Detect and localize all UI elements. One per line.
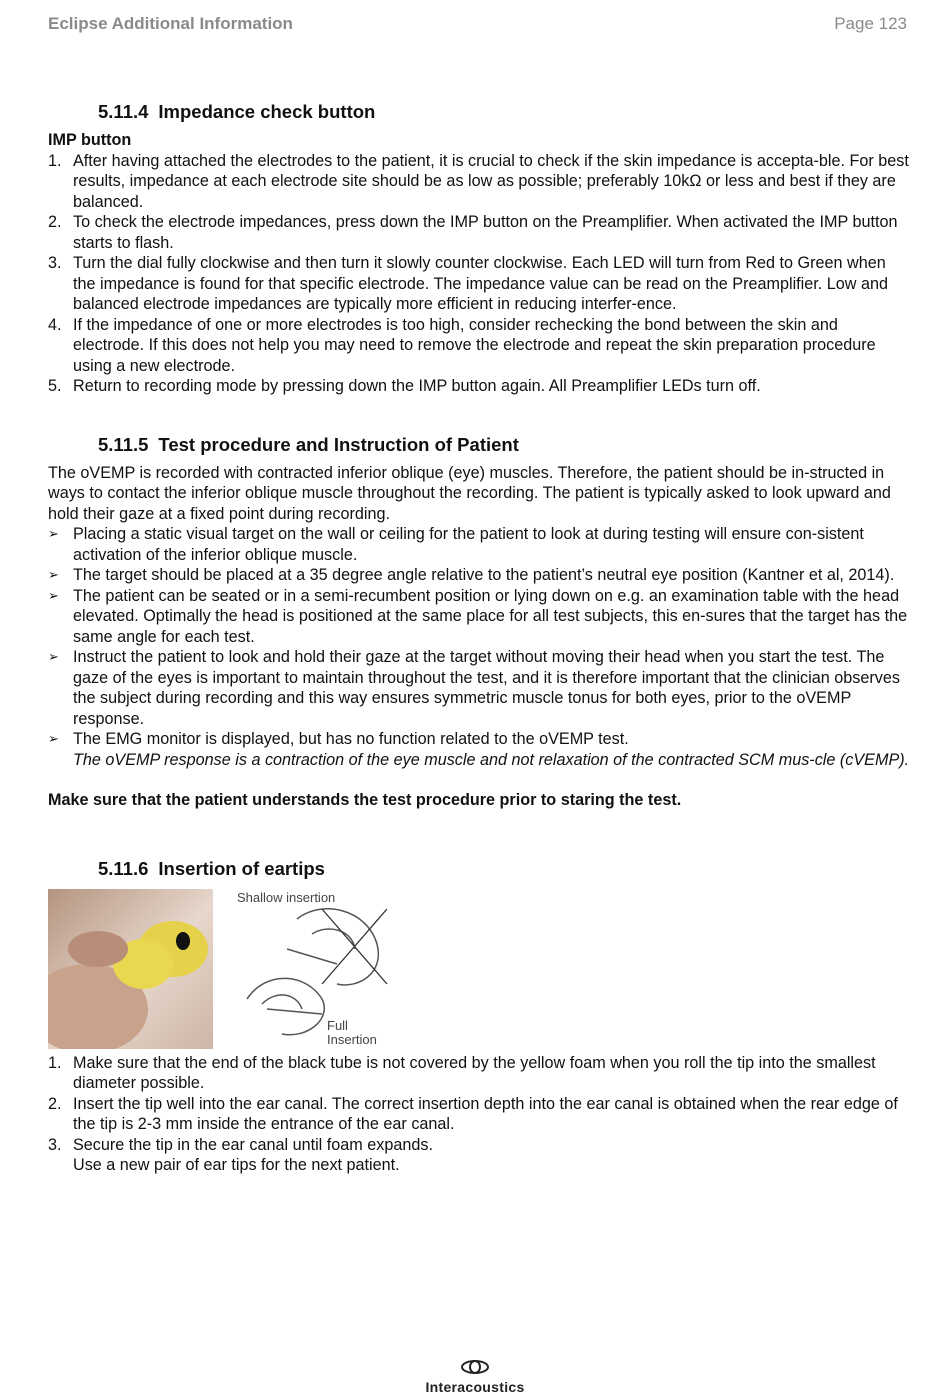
list-item: ➢ The EMG monitor is displayed, but has no function related to the oVEMP test. The oVEMP response is a contraction of the eye muscle and not relaxation of the contracted SCM mus-cle (cVEMP). bbox=[48, 730, 910, 769]
shallow-insertion-label: Shallow insertion bbox=[237, 889, 336, 905]
list-item: ➢ Instruct the patient to look and hold their gaze at the target without moving their head when you start the test. The gaze of the eyes is important to maintain throughout the test, and it is therefore important that the clinician observes the subject during recording and this way ensures symmetric muscle tonus for both eyes, prior to the oVEMP response. bbox=[48, 648, 900, 728]
logo-text: Interacoustics bbox=[425, 1379, 525, 1395]
list-item: 2. Insert the tip well into the ear canal. The correct insertion depth into the ear canal is obtained when the rear edge of the tip is 2-3 mm inside the entrance of the ear canal. bbox=[48, 1094, 898, 1133]
eartip-steps-list bbox=[48, 1053, 910, 1176]
page-body bbox=[48, 100, 910, 1176]
list-item: 5. Return to recording mode by pressing down the IMP button again. All Preamplifier LEDs turn off. bbox=[48, 377, 761, 395]
bold-note: Make sure that the patient understands the test procedure prior to staring the test. bbox=[48, 791, 682, 809]
full-insertion-label: Full Insertion bbox=[327, 1017, 377, 1047]
interacoustics-logo bbox=[0, 1360, 950, 1397]
list-item: 3. Secure the tip in the ear canal until foam expands. Use a new pair of ear tips for the next patient. bbox=[48, 1135, 433, 1174]
list-item: 4. If the impedance of one or more electrodes is too high, consider rechecking the bond between the skin and electrode. If this does not help you may need to remove the electrode and repeat the skin preparation procedure using a new electrode. bbox=[48, 315, 876, 375]
eartip-photo bbox=[48, 889, 213, 1049]
intro-paragraph: The oVEMP is recorded with contracted inferior oblique (eye) muscles. Therefore, the patient should be in-structed in ways to contact the inferior oblique muscle throughout the recording. The patient is typically asked to look upward and hold their gaze at a fixed point during recording. bbox=[48, 463, 891, 523]
procedure-bullets bbox=[48, 524, 910, 770]
final-instruction: Use a new pair of ear tips for the next patient. bbox=[73, 1156, 400, 1174]
section-heading-impedance: 5.11.4 Impedance check button bbox=[98, 101, 376, 122]
impedance-steps-list bbox=[48, 151, 910, 397]
page-number: Page 123 bbox=[834, 14, 907, 33]
list-item: 2. To check the electrode impedances, press down the IMP button on the Preamplifier. When activated the IMP button starts to flash. bbox=[48, 213, 898, 252]
subheading-imp-button: IMP button bbox=[48, 131, 132, 149]
insertion-diagram bbox=[227, 889, 405, 1049]
logo-mark-icon bbox=[460, 1360, 490, 1374]
italic-note: The oVEMP response is a contraction of the eye muscle and not relaxation of the contracted SCM mus-cle (cVEMP). bbox=[73, 750, 910, 769]
list-item: 1. Make sure that the end of the black tube is not covered by the yellow foam when you roll the tip into the smallest diameter possible. bbox=[48, 1053, 876, 1092]
section-heading-eartips: 5.11.6 Insertion of eartips bbox=[98, 857, 325, 879]
list-item: ➢ The patient can be seated or in a semi-recumbent position or lying down on e.g. an examination table with the head elevated. Optimally the head is positioned at the same place for all test subjects, this en-sures that the target has the same angle for each test. bbox=[48, 586, 908, 646]
list-item: 3. Turn the dial fully clockwise and then turn it slowly counter clockwise. Each LED will turn from Red to Green when the impedance is found for that specific electrode. The impedance value can be read on the Preamplifier. Low and balanced electrode impedances are typically more efficient in reducing interfer-ence. bbox=[48, 254, 888, 313]
section-heading-test-procedure: 5.11.5 Test procedure and Instruction of Patient bbox=[98, 433, 519, 455]
eartip-figures bbox=[48, 889, 910, 1051]
list-item: ➢ Placing a static visual target on the wall or ceiling for the patient to look at during testing will ensure con-sistent activation of the inferior oblique muscle. bbox=[48, 525, 864, 564]
list-item: 1. After having attached the electrodes to the patient, it is crucial to check if the skin impedance is accepta-ble. For best results, impedance at each electrode site should be as low as possible; preferably 10kΩ or less and best if they are balanced. bbox=[48, 151, 909, 211]
running-header-title: Eclipse Additional Information bbox=[48, 14, 293, 33]
list-item: ➢ The target should be placed at a 35 degree angle relative to the patient’s neutral eye position (Kantner et al, 2014). bbox=[48, 566, 895, 584]
